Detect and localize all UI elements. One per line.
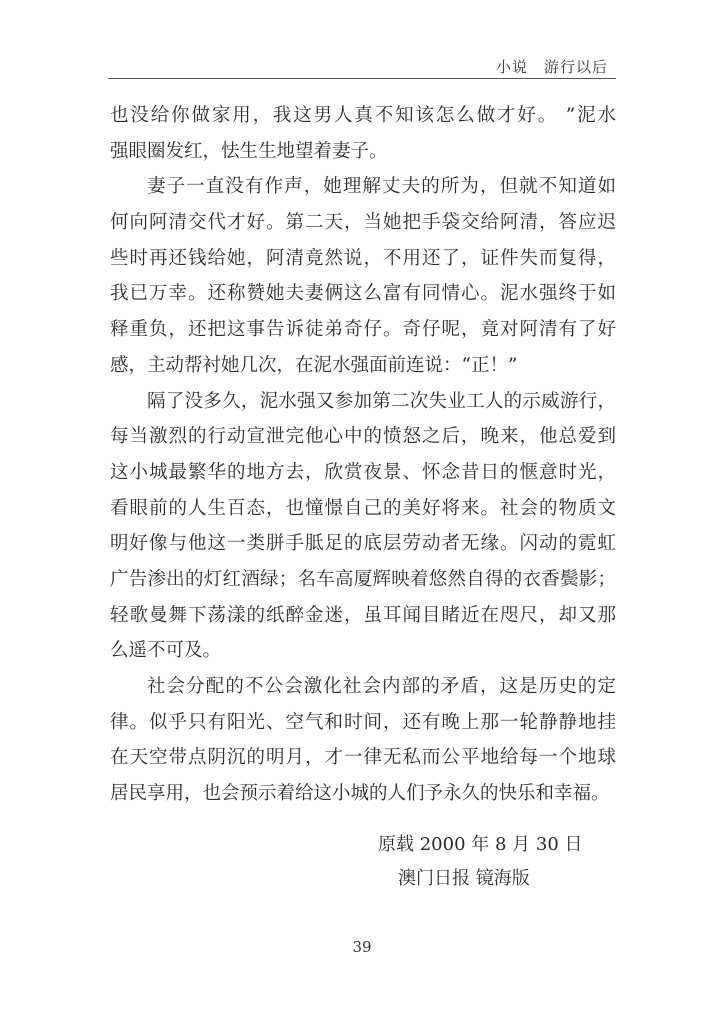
text-line: 我已万幸。还称赞她夫妻俩这么富有同情心。泥水强终于如 xyxy=(110,283,616,305)
text-line: 居民享用，也会预示着给这小城的人们予永久的快乐和幸福。 xyxy=(110,783,610,805)
text-line: 何向阿清交代才好。第二天，当她把手袋交给阿清，答应迟 xyxy=(110,212,616,234)
source-date: 原载 2000 年 8 月 30 日 xyxy=(378,834,583,855)
text-line: 强眼圈发红，怯生生地望着妻子。 xyxy=(110,140,388,162)
running-header-text xyxy=(496,56,608,77)
text-line: 隔了没多久，泥水强又参加第二次失业工人的示威游行， xyxy=(147,390,616,412)
source-newspaper: 澳门日报 镜海版 xyxy=(398,868,530,889)
body-text xyxy=(110,98,616,812)
text-line: 么遥不可及。 xyxy=(110,640,222,662)
text-line: 在天空带点阴沉的明月，才一律无私而公平地给每一个地球 xyxy=(110,747,616,769)
text-line: 些时再还钱给她，阿清竟然说，不用还了，证件失而复得， xyxy=(110,247,616,269)
text-line: 妻子一直没有作声，她理解丈夫的所为，但就不知道如 xyxy=(147,176,616,198)
text-line: 这小城最繁华的地方去，欣赏夜景、怀念昔日的惬意时光， xyxy=(110,461,616,483)
text-line: 每当激烈的行动宣泄完他心中的愤怒之后，晚来，他总爱到 xyxy=(110,426,616,448)
text-line: 轻歌曼舞下荡漾的纸醉金迷，虽耳闻目睹近在咫尺，却又那 xyxy=(110,604,616,626)
running-header xyxy=(108,48,616,79)
text-line: 看眼前的人生百态，也憧憬自己的美好将来。社会的物质文 xyxy=(110,497,616,519)
text-line: 广告渗出的灯红酒绿；名车高厦辉映着悠然自得的衣香鬓影； xyxy=(110,568,616,590)
text-line: 感，主动帮衬她几次，在泥水强面前连说：“正！” xyxy=(110,354,518,376)
publication-source xyxy=(378,828,583,896)
text-line: 也没给你做家用，我这男人真不知该怎么做才好。 ”泥水 xyxy=(110,105,616,126)
text-line: 律。似乎只有阳光、空气和时间，还有晚上那一轮静静地挂 xyxy=(110,711,616,733)
page-number: 39 xyxy=(352,938,372,956)
header-section: 小说 xyxy=(495,58,528,76)
text-line: 社会分配的不公会激化社会内部的矛盾，这是历史的定 xyxy=(147,676,616,697)
text-line: 释重负，还把这事告诉徒弟奇仔。奇仔呢，竟对阿清有了好 xyxy=(110,319,616,341)
header-title: 游行以后 xyxy=(543,58,608,76)
text-line: 明好像与他这一类胼手胝足的底层劳动者无缘。闪动的霓虹 xyxy=(110,533,616,555)
